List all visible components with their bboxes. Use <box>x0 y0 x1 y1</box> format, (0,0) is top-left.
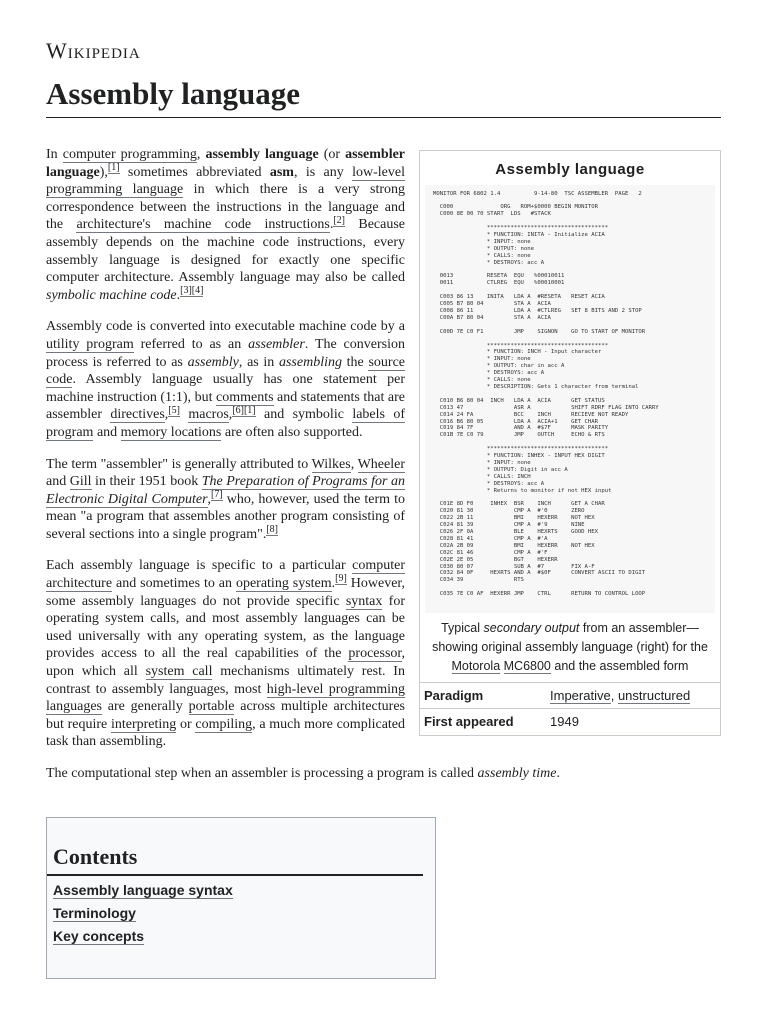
link-utility-program[interactable]: utility program <box>46 336 134 352</box>
link-syntax[interactable]: syntax <box>345 593 383 609</box>
link-memory-locations[interactable]: memory locations <box>120 424 222 440</box>
infobox <box>419 150 721 736</box>
paragraph-2: Assembly code is converted into executable machine code by a utility program referred to as an assembler. The conversion process is referred to as assembly, as in assembling the source code. Assembly language usually has one statement per machine instruction (1:1), but comments and statements that are assembler directives,[5] macros,[6][1] and symbolic labels of program and memory locations are often also supported. <box>46 319 406 440</box>
article-body <box>46 146 721 797</box>
wikipedia-logo[interactable]: Wikipedia <box>46 38 141 63</box>
table-of-contents <box>46 817 436 979</box>
infobox-value: Imperative, unstructured <box>550 687 691 703</box>
infobox-row-paradigm <box>420 682 720 709</box>
assembler-listing-text: MONITOR FOR 6802 1.4 9-14-80 TSC ASSEMBLER PAGE 2 C000 ORG ROM+$0000 BEGIN MONITOR C000 8E 00 70 START LDS #STACK ************************************ * FUNCTION: INITA - Initialize ACIA * INPUT: none * OUTPUT: none * CALLS: none * DESTROYS: acc A 0013 RESETA EQU %00010011 0011 CTLREG EQU %00010001 C003 86 13 INITA LDA A #RESETA RESET ACIA C005 B7 80 04 STA A ACIA C008 86 11 LDA A #CTLREG SET 8 BITS AND 2 STOP C00A B7 80 04 STA A ACIA C00D 7E C0 F1 JMP SIGNON GO TO START OF MONITOR ************************************ * FUNCTION: INCH - Input character * INPUT: none * OUTPUT: char in acc A * DESTROYS: acc A * CALLS: none * DESCRIPTION: Gets 1 character from terminal C010 B6 80 04 INCH LDA A ACIA GET STATUS C013 47 ASR A SHIFT RDRF FLAG INTO CARRY C014 24 FA BCC INCH RECIEVE NOT READY C016 B6 80 05 LDA A ACIA+1 GET CHAR C019 84 7F AND A #$7F MASK PARITY C01B 7E C0 79 JMP OUTCH ECHO & RTS ************************************ * FUNCTION: INHEX - INPUT HEX DIGIT * INPUT: none * OUTPUT: Digit in acc A * CALLS: INCH * DESTROYS: acc A * Returns to monitor if not HEX input C01E 8D F0 INHEX BSR INCH GET A CHAR C020 81 30 CMP A #'0 ZERO C022 2B 11 BMI HEXERR NOT HEX C024 81 39 CMP A #'9 NINE C026 2F 0A BLE HEXRTS GOOD HEX C028 81 41 CMP A #'A C02A 2B 09 BMI HEXERR NOT HEX C02C 81 46 CMP A #'F C02E 2E 05 BGT HEXERR C030 80 07 SUB A #7 FIX A-F C032 84 0F HEXRTS AND A #$0F CONVERT ASCII TO DIGIT C034 39 RTS C035 7E C0 AF HEXERR JMP CTRL RETURN TO CONTROL LOOP <box>433 190 659 598</box>
infobox-caption: Typical secondary output from an assembler—showing original assembly language (right) for the Motorola MC6800 and the assembled form <box>432 620 708 673</box>
infobox-label: First appeared <box>424 714 514 730</box>
link-wheeler[interactable]: Wheeler <box>357 456 405 472</box>
link-macros[interactable]: macros <box>188 407 229 423</box>
link-system-call[interactable]: system call <box>145 664 213 680</box>
link-mc6800[interactable]: MC6800 <box>503 658 551 673</box>
citation-link[interactable]: [1] <box>107 161 120 173</box>
link-machine-code[interactable]: architecture's machine code instructions <box>76 217 330 233</box>
toc-item-terminology[interactable]: Terminology <box>53 905 136 921</box>
toc-item-syntax[interactable]: Assembly language syntax <box>53 882 233 898</box>
citation-link[interactable]: [2] <box>333 214 345 226</box>
toc-item-key-concepts[interactable]: Key concepts <box>53 928 145 944</box>
paragraph-3: The term "assembler" is generally attributed to Wilkes, Wheeler and Gill in their 1951 book The Preparation of Programs for an Electronic Digital Computer,[7] who, however, used the term to mean "a program that assembles another program consisting of several sections into a single program".[8] <box>46 456 406 542</box>
link-labels[interactable]: labels of program <box>46 407 406 440</box>
citation-link[interactable]: [4] <box>191 285 204 297</box>
link-imperative[interactable]: Imperative <box>550 687 611 703</box>
link-computer-programming[interactable]: computer programming <box>62 147 197 162</box>
toc-heading: Contents <box>47 818 423 876</box>
link-high-level-languages[interactable]: high-level programming languages <box>46 681 405 715</box>
link-computer-architecture[interactable]: computer architecture <box>46 558 405 592</box>
link-processor[interactable]: processor <box>348 646 402 662</box>
intro-paragraph: In computer programming, assembly language (or assembler language),[1] sometimes abbreviated asm, is any low-level programming language in which there is a very strong correspondence between the instructions in the language and the architecture's machine code instructions.[2] Because assembly depends on the machine code instructions, every assembly language is designed for exactly one specific computer architecture. Assembly language may also be called symbolic machine code.[3][4] <box>46 147 406 303</box>
title-divider <box>46 117 721 118</box>
link-portable[interactable]: portable <box>188 699 235 715</box>
link-directives[interactable]: directives <box>110 407 165 423</box>
citation-link[interactable]: [5] <box>168 404 180 416</box>
link-unstructured[interactable]: unstructured <box>617 687 691 703</box>
citation-link[interactable]: [7] <box>211 489 223 501</box>
link-book-title[interactable]: The Preparation of Programs for an Electronic Digital Computer <box>46 474 405 507</box>
link-wilkes[interactable]: Wilkes <box>311 456 351 472</box>
link-comments[interactable]: comments <box>215 389 274 405</box>
citation-link[interactable]: [1] <box>243 404 256 416</box>
link-motorola[interactable]: Motorola <box>451 658 501 673</box>
link-operating-system[interactable]: operating system <box>235 576 332 592</box>
paragraph-5: The computational step when an assembler is processing a program is called assembly time. <box>46 766 560 781</box>
link-low-level-language[interactable]: low-level programming language <box>46 164 405 198</box>
infobox-label: Paradigm <box>424 687 484 703</box>
link-compiling[interactable]: compiling <box>195 716 253 732</box>
assembler-listing-image[interactable] <box>425 185 715 613</box>
citation-link[interactable]: [9] <box>335 573 347 585</box>
infobox-row-first-appeared <box>420 708 720 735</box>
page-title: Assembly language <box>46 76 301 111</box>
citation-link[interactable]: [6] <box>232 404 244 416</box>
citation-link[interactable]: [3] <box>180 285 192 297</box>
infobox-title: Assembly language <box>495 161 645 178</box>
link-interpreting[interactable]: interpreting <box>110 716 177 732</box>
paragraph-4: Each assembly language is specific to a particular computer architecture and sometimes to an operating system.[9] However, some assembly languages do not provide specific syntax for operating system calls, and most assembly languages can be used universally with any operating system, as the language provides access to all the real capabilities of the processor, upon which all system call mechanisms ultimately rest. In contrast to assembly languages, most high-level programming languages are generally portable across multiple architectures but require interpreting or compiling, a much more complicated task than assembling. <box>46 558 406 750</box>
link-gill[interactable]: Gill <box>69 474 92 490</box>
link-source-code[interactable]: source code <box>46 354 405 388</box>
infobox-value: 1949 <box>550 714 579 730</box>
citation-link[interactable]: [8] <box>266 524 278 536</box>
